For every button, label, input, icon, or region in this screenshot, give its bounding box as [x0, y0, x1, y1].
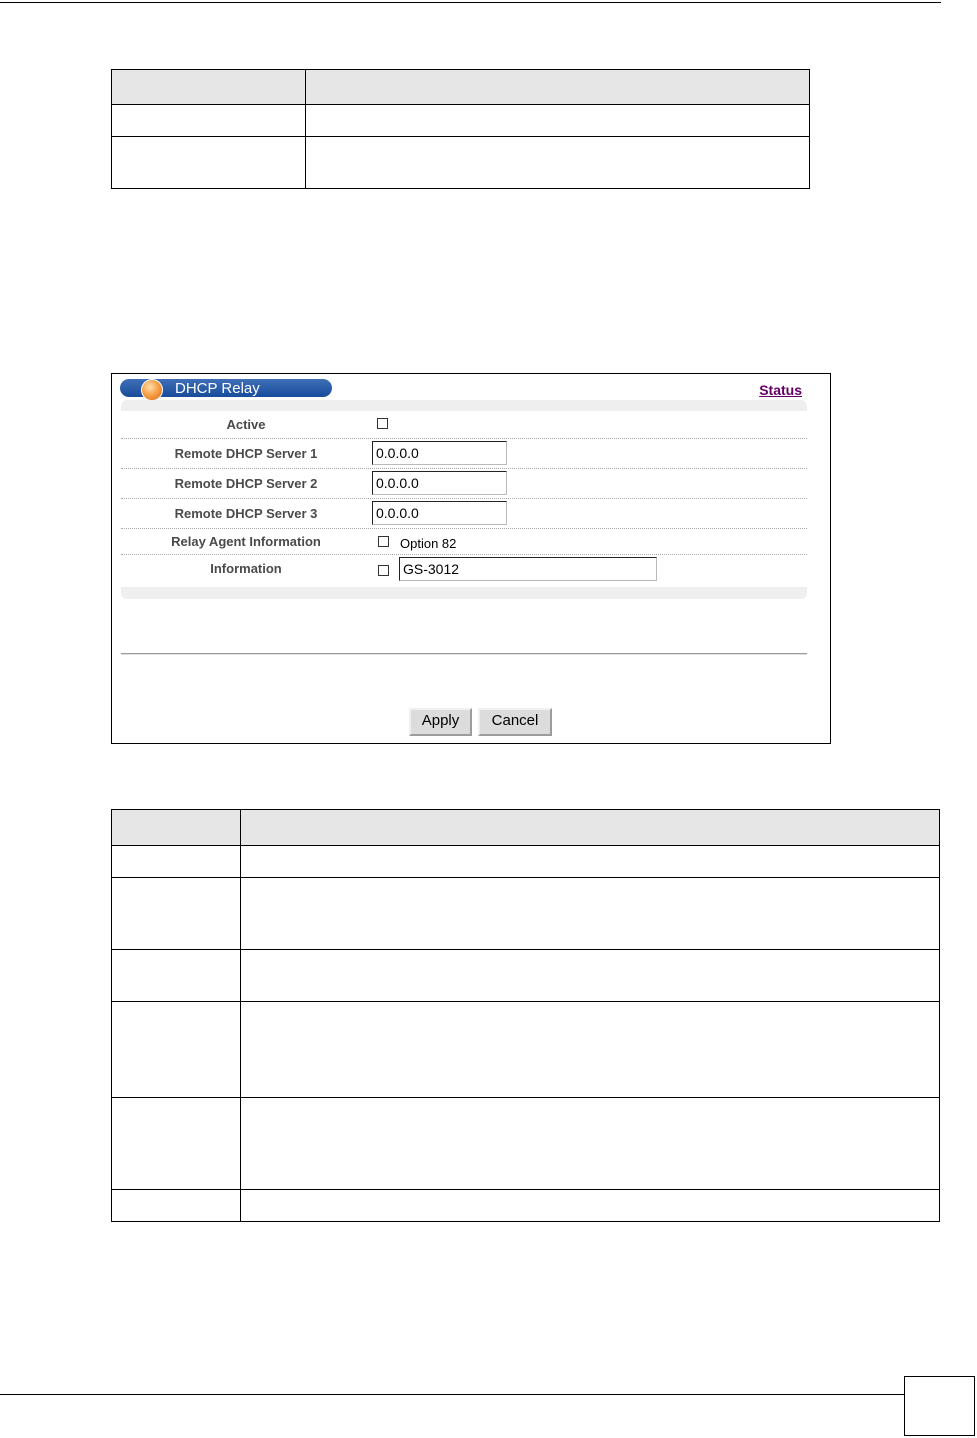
relay-agent-label: Relay Agent Information [171, 534, 321, 549]
remote-server-1-label: Remote DHCP Server 1 [174, 446, 318, 461]
information-row [121, 555, 807, 586]
table-cell [241, 1098, 940, 1190]
header-rule [0, 2, 941, 3]
active-checkbox[interactable] [377, 418, 388, 429]
table-row [112, 137, 810, 189]
table-cell [241, 1190, 940, 1222]
table-cell [112, 1190, 241, 1222]
information-checkbox[interactable] [378, 565, 389, 576]
table-header-cell [241, 810, 940, 846]
remote-server-1-row [121, 439, 807, 469]
remote-server-1-input[interactable]: 0.0.0.0 [372, 441, 507, 465]
table-header-cell [306, 70, 810, 105]
remote-server-2-label: Remote DHCP Server 2 [174, 476, 318, 491]
table-header-row [112, 70, 810, 105]
remote-server-3-row [121, 499, 807, 529]
relay-agent-row [121, 529, 807, 555]
table-row [112, 105, 810, 137]
table-cell [241, 950, 940, 1002]
remote-server-3-input[interactable]: 0.0.0.0 [372, 501, 507, 525]
table-cell [306, 137, 810, 189]
option-82-label: Option 82 [400, 536, 457, 551]
table-header-cell [112, 70, 306, 105]
divider [121, 653, 807, 655]
dhcp-relay-screen [111, 373, 831, 744]
table-cell [112, 105, 306, 137]
form-body [121, 411, 807, 587]
table-row [112, 950, 940, 1002]
table-header-cell [112, 810, 241, 846]
table-cell [306, 105, 810, 137]
cancel-button[interactable]: Cancel [478, 708, 552, 736]
table-cell [112, 950, 241, 1002]
table-cell [112, 137, 306, 189]
table-cell [241, 878, 940, 950]
active-row [121, 411, 807, 439]
footer-rule [0, 1394, 904, 1395]
table-header-row [112, 810, 940, 846]
screen-title: DHCP Relay [175, 380, 260, 397]
orb-icon [141, 379, 163, 401]
top-field-table [111, 69, 810, 189]
table-cell [112, 878, 241, 950]
table-cell [241, 846, 940, 878]
information-label: Information [210, 561, 282, 576]
form-band [121, 400, 807, 599]
field-description-table [111, 809, 940, 1222]
status-link[interactable]: Status [759, 382, 802, 398]
remote-server-2-input[interactable]: 0.0.0.0 [372, 471, 507, 495]
table-cell [112, 846, 241, 878]
table-row [112, 1098, 940, 1190]
apply-button[interactable]: Apply [409, 708, 472, 736]
option-82-checkbox[interactable] [378, 536, 389, 547]
information-input[interactable]: GS-3012 [399, 557, 657, 581]
table-row [112, 1002, 940, 1098]
table-cell [112, 1002, 241, 1098]
table-row [112, 1190, 940, 1222]
active-label: Active [226, 417, 266, 432]
page-number-box [904, 1376, 975, 1436]
table-cell [112, 1098, 241, 1190]
remote-server-3-label: Remote DHCP Server 3 [174, 506, 318, 521]
table-cell [241, 1002, 940, 1098]
remote-server-2-row [121, 469, 807, 499]
table-row [112, 878, 940, 950]
table-row [112, 846, 940, 878]
